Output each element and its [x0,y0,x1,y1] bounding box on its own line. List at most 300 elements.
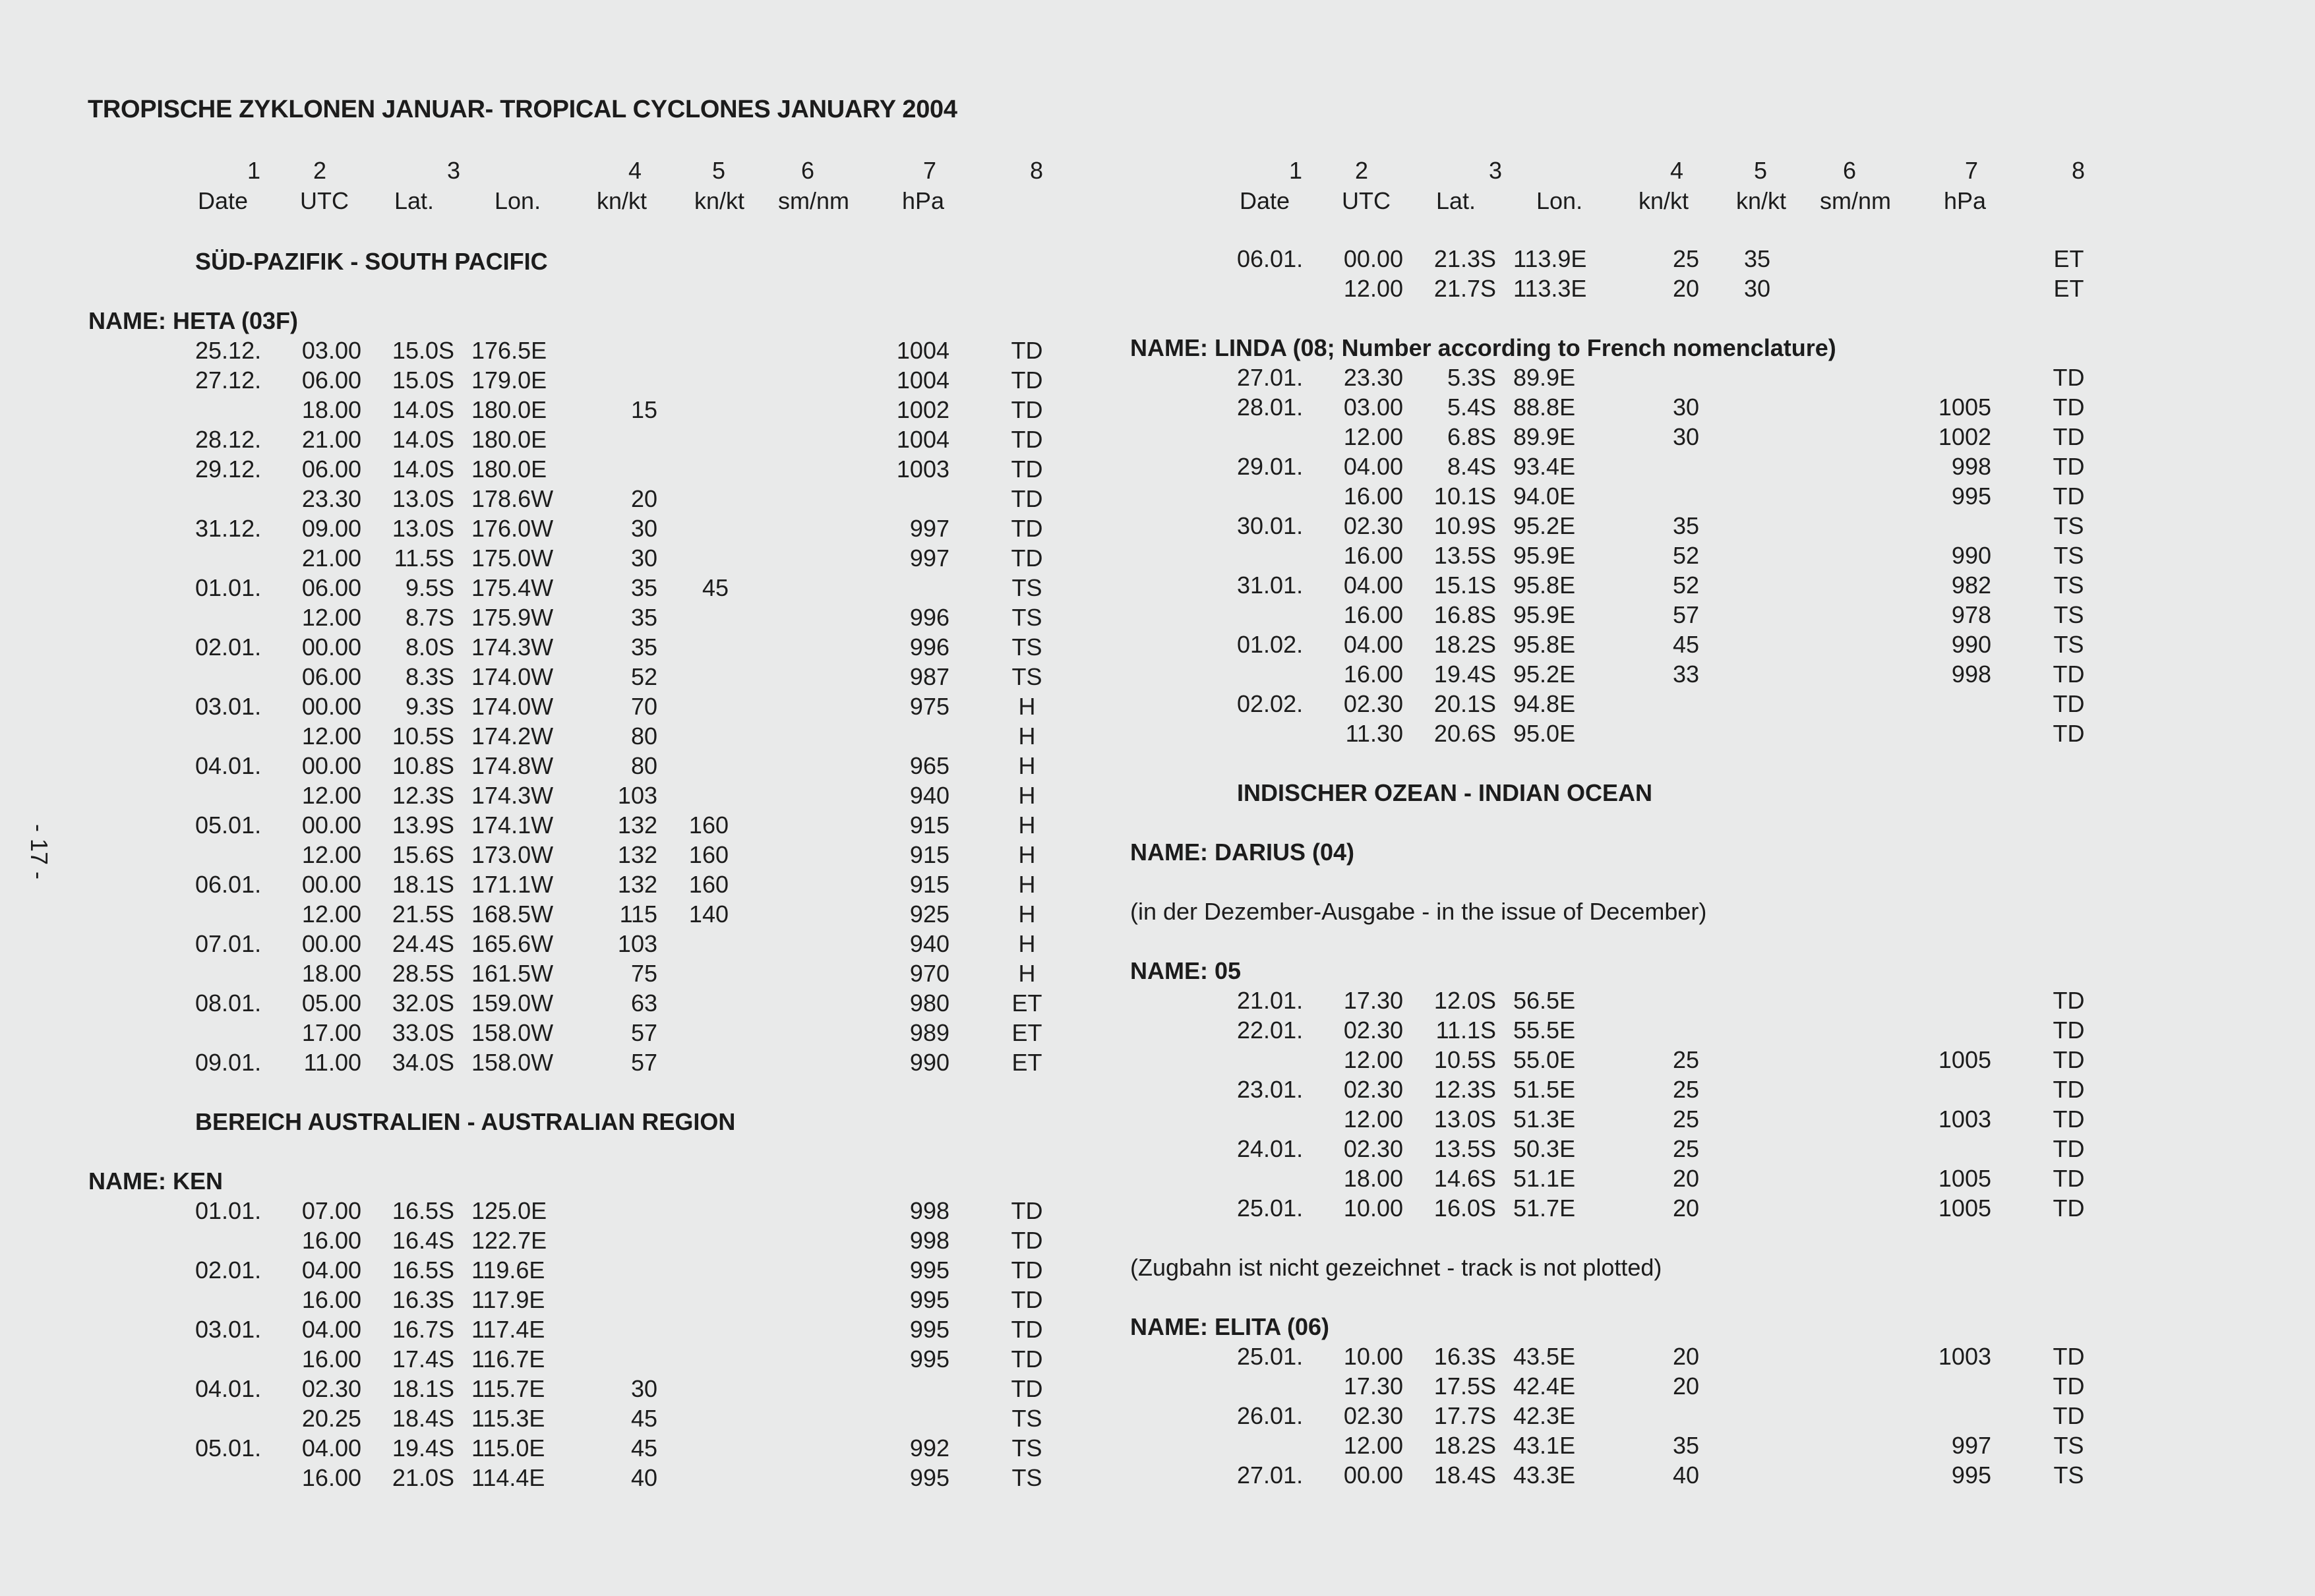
cell-hpa: 996 [909,604,949,631]
cell-date: 03.01. [195,1316,262,1343]
cell-lat: 16.3S [392,1286,454,1313]
table-row [1042,1165,2085,1195]
cell-lat: 5.4S [1447,394,1496,421]
cell-utc: 03.00 [301,337,361,364]
cell-lat: 12.3S [1433,1076,1496,1103]
cell-cls: TD [1011,337,1043,364]
cell-utc: 00.00 [301,693,361,720]
cyclone-name [1042,839,2070,868]
cell-lat: 6.8S [1447,423,1496,450]
cell-date: 29.01. [1237,453,1304,480]
cell-utc: 16.00 [1343,542,1403,569]
cell-cls: TD [2053,1135,2085,1162]
table-row [0,782,1036,812]
cell-lon: 176.0W [471,515,554,542]
cell-hpa: 990 [1951,542,1991,569]
table-row [0,990,1042,1019]
cell-date: 01.01. [195,1197,262,1224]
cell-lat: 8.0S [405,634,454,661]
cell-hpa: 989 [909,1019,949,1046]
cell-lat: 34.0S [392,1049,454,1076]
cell-date: 29.12. [195,456,262,483]
cell-lon: 94.8E [1513,690,1576,717]
cell-date: 25.01. [1237,1343,1304,1370]
cell-lon: 117.9E [471,1286,545,1313]
cell-utc: 06.00 [301,663,361,690]
cell-lon: 113.3E [1513,275,1587,302]
cell-k5: 45 [702,574,729,601]
cell-lon: 43.3E [1513,1462,1576,1489]
cell-k4: 30 [630,1375,657,1402]
cell-k4: 45 [1672,631,1699,658]
cell-k4: 115 [619,901,657,928]
column-label: UTC [1342,187,1391,214]
cell-utc: 17.30 [1343,1373,1403,1400]
cell-k4: 20 [1672,1373,1699,1400]
cell-lat: 9.5S [405,574,454,601]
cell-date: 08.01. [195,990,262,1017]
cell-hpa: 915 [909,841,949,868]
cell-date: 05.01. [195,812,262,839]
cell-utc: 12.00 [1343,423,1403,450]
column-label: hPa [1944,187,1987,214]
table-row [0,1405,1042,1434]
cell-hpa: 1004 [896,337,949,364]
cell-lat: 16.3S [1433,1343,1496,1370]
cell-utc: 04.00 [1343,631,1403,658]
cell-utc: 04.00 [301,1316,361,1343]
cell-utc: 20.25 [301,1405,361,1432]
cell-lat: 19.4S [1433,661,1496,688]
cell-k4: 45 [630,1434,657,1462]
table-row [1042,542,2084,572]
cell-cls: H [1018,841,1036,868]
cell-cls: TD [2053,1165,2085,1192]
column-number: 1 [1288,157,1303,184]
cell-lat: 16.7S [392,1316,454,1343]
cell-lon: 178.6W [471,485,554,512]
cell-date: 27.01. [1237,364,1304,391]
cell-utc: 16.00 [1343,483,1403,510]
cell-lat: 20.6S [1433,720,1496,747]
cell-lat: 16.4S [392,1227,454,1254]
cell-lat: 13.5S [1433,542,1496,569]
table-row [0,1316,1043,1345]
table-row [1042,1343,2085,1373]
section-title: SÜD-PAZIFIK - SOUTH PACIFIC [195,248,548,275]
cell-lon: 174.3W [471,634,554,661]
cell-utc: 00.00 [301,871,361,898]
table-row [1042,631,2084,661]
cell-cls: TD [1011,1256,1043,1284]
cell-cls: TD [2053,1046,2085,1073]
cell-k4: 40 [1672,1462,1699,1489]
table-row [0,871,1036,901]
cell-cls: TD [2053,690,2085,717]
cell-cls: H [1018,782,1036,809]
table-row [1042,483,2085,512]
cell-lat: 10.9S [1433,512,1496,539]
column-label: kn/kt [597,187,647,214]
cell-utc: 09.00 [301,515,361,542]
cell-k4: 57 [630,1049,657,1076]
cell-cls: TD [2053,720,2085,747]
cell-k4: 57 [1672,601,1699,628]
cell-cls: TS [2053,512,2084,539]
cell-utc: 06.00 [301,574,361,601]
cell-k4: 63 [630,990,657,1017]
cell-lon: 179.0E [471,367,547,394]
cell-cls: TD [2053,394,2085,421]
cell-lat: 5.3S [1447,364,1496,391]
cell-lon: 95.2E [1513,661,1576,688]
cell-utc: 18.00 [301,396,361,423]
cell-k4: 20 [1672,1195,1699,1222]
cell-cls: TD [2053,987,2085,1014]
cell-utc: 16.00 [301,1227,361,1254]
cell-cls: TD [1011,1375,1043,1402]
table-row [1042,245,2084,275]
cell-utc: 02.30 [1343,512,1403,539]
table-row [0,396,1043,426]
cell-hpa: 978 [1951,601,1991,628]
cell-lon: 95.9E [1513,601,1576,628]
cell-cls: ET [2053,245,2084,272]
cell-lat: 21.3S [1433,245,1496,272]
cell-date: 31.01. [1237,572,1304,599]
cell-lat: 16.8S [1433,601,1496,628]
cell-lat: 14.0S [392,456,454,483]
cell-date: 31.12. [195,515,262,542]
cell-hpa: 992 [909,1434,949,1462]
cell-k4: 25 [1672,1135,1699,1162]
cell-utc: 06.00 [301,456,361,483]
cell-lon: 174.2W [471,723,554,750]
cell-k4: 30 [1672,394,1699,421]
cell-lon: 174.0W [471,663,554,690]
cell-cls: TS [1011,1405,1042,1432]
cell-k4: 25 [1672,1076,1699,1103]
cell-cls: TS [2053,572,2084,599]
table-row [1042,661,2085,690]
cell-k4: 132 [617,871,657,898]
cell-date: 01.01. [195,574,262,601]
cell-lon: 174.3W [471,782,554,809]
cell-k4: 52 [630,663,657,690]
cell-cls: TD [1011,1286,1043,1313]
cell-cls: TD [2053,1402,2085,1429]
column-number: 5 [1753,157,1768,184]
cell-cls: TD [2053,364,2085,391]
cell-utc: 11.30 [1345,720,1403,747]
table-row [1042,1432,2084,1462]
cell-lon: 117.4E [471,1316,545,1343]
cell-k4: 52 [1672,542,1699,569]
table-row [0,574,1042,604]
cell-lat: 21.7S [1433,275,1496,302]
cell-hpa: 915 [909,812,949,839]
cell-cls: ET [2053,275,2084,302]
cell-lon: 180.0E [471,396,547,423]
cell-hpa: 1002 [1938,423,1991,450]
cell-utc: 12.00 [301,723,361,750]
cell-k4: 35 [630,634,657,661]
cell-lat: 18.1S [392,871,454,898]
table-row [0,1464,1042,1494]
cell-date: 06.01. [195,871,262,898]
cell-hpa: 1003 [1938,1343,1991,1370]
cell-utc: 02.30 [301,1375,361,1402]
table-row [1042,572,2084,601]
cyclone-name [0,1167,1029,1197]
column-number: 4 [1669,157,1684,184]
cell-k4: 35 [1672,1432,1699,1459]
cell-lon: 42.4E [1513,1373,1576,1400]
column-number: 3 [446,157,461,184]
table-row [0,456,1043,485]
cell-k4: 25 [1672,1106,1699,1133]
cell-lat: 17.4S [392,1345,454,1373]
cell-cls: TS [1011,634,1042,661]
page-title: TROPISCHE ZYKLONEN JANUAR- TROPICAL CYCLONES JANUARY 2004 [88,96,957,123]
cell-hpa: 1005 [1938,1165,1991,1192]
cell-k4: 57 [630,1019,657,1046]
column-number: 2 [1354,157,1369,184]
column-number: 3 [1488,157,1503,184]
cell-cls: H [1018,930,1036,957]
cell-date: 27.01. [1237,1462,1304,1489]
cell-lat: 13.5S [1433,1135,1496,1162]
cell-lat: 19.4S [392,1434,454,1462]
cell-k4: 52 [1672,572,1699,599]
cell-lat: 13.0S [392,515,454,542]
cyclone-name [1042,957,2070,987]
cell-hpa: 970 [909,960,949,987]
column-label: Lat. [394,187,435,214]
cell-lon: 115.0E [471,1434,545,1462]
column-label: Lon. [495,187,541,214]
table-row [1042,423,2085,453]
table-row [0,426,1043,456]
cell-utc: 12.00 [301,782,361,809]
cell-cls: TD [2053,1373,2085,1400]
note [1042,1254,2070,1284]
cell-date: 06.01. [1237,245,1304,272]
cell-lat: 15.6S [392,841,454,868]
cell-cls: TD [1011,1197,1043,1224]
cell-lon: 55.0E [1513,1046,1576,1073]
cell-utc: 02.30 [1343,1017,1403,1044]
table-row [0,1019,1042,1049]
cell-cls: TS [2053,631,2084,658]
table-row [0,1375,1043,1405]
cell-hpa: 1004 [896,426,949,453]
table-row [1042,364,2085,394]
column-label: Lon. [1536,187,1583,214]
cell-utc: 10.00 [1343,1343,1403,1370]
cell-hpa: 987 [909,663,949,690]
cell-cls: TD [1011,515,1043,542]
cell-hpa: 940 [909,930,949,957]
cell-utc: 23.30 [301,485,361,512]
cell-k4: 33 [1672,661,1699,688]
cell-cls: ET [1011,1019,1042,1046]
cell-lat: 18.4S [392,1405,454,1432]
cell-date: 22.01. [1237,1017,1304,1044]
cell-date: 26.01. [1237,1402,1304,1429]
cell-hpa: 998 [1951,661,1991,688]
cell-date: 02.01. [195,634,262,661]
cell-hpa: 997 [1951,1432,1991,1459]
cell-lat: 14.0S [392,396,454,423]
cell-cls: TD [1011,545,1043,572]
cell-hpa: 995 [909,1316,949,1343]
cell-lon: 158.0W [471,1019,554,1046]
cell-utc: 10.00 [1343,1195,1403,1222]
cell-lat: 16.5S [392,1197,454,1224]
cell-lat: 10.5S [1433,1046,1496,1073]
column-number: 5 [711,157,726,184]
cell-utc: 18.00 [1343,1165,1403,1192]
cyclone-name-label: NAME: ELITA (06) [1130,1313,1329,1340]
cyclone-name-label: NAME: 05 [1130,957,1242,984]
table-row [1042,720,2085,750]
cell-lat: 8.3S [405,663,454,690]
section-heading [1042,779,2070,809]
cell-utc: 12.00 [301,901,361,928]
cell-lat: 13.0S [392,485,454,512]
cell-cls: TD [2053,1017,2085,1044]
cell-k4: 45 [630,1405,657,1432]
table-row [0,841,1036,871]
cell-hpa: 915 [909,871,949,898]
cell-cls: TD [2053,1343,2085,1370]
cell-utc: 00.00 [301,812,361,839]
cell-lon: 42.3E [1513,1402,1576,1429]
cell-lon: 113.9E [1513,245,1587,272]
cell-date: 07.01. [195,930,262,957]
cyclone-name-label: NAME: KEN [88,1167,223,1195]
cell-k4: 20 [1672,275,1699,302]
cell-lon: 180.0E [471,426,547,453]
table-row [1042,1135,2085,1165]
cell-utc: 04.00 [1343,572,1403,599]
cell-hpa: 997 [909,515,949,542]
cell-lat: 8.7S [405,604,454,631]
cell-k4: 35 [630,574,657,601]
cell-lat: 17.5S [1433,1373,1496,1400]
cell-k5: 30 [1743,275,1770,302]
cell-utc: 00.00 [301,752,361,779]
cell-lat: 10.8S [392,752,454,779]
cell-date: 05.01. [195,1434,262,1462]
cell-k5: 160 [688,812,729,839]
cell-lon: 180.0E [471,456,547,483]
cell-cls: TD [2053,423,2085,450]
cell-hpa: 975 [909,693,949,720]
cell-cls: TD [2053,1076,2085,1103]
note-text: (Zugbahn ist nicht gezeichnet - track is not plotted) [1130,1254,1662,1281]
cell-k4: 70 [630,693,657,720]
table-row [0,1434,1042,1464]
table-row [0,1256,1043,1286]
cell-hpa: 990 [1951,631,1991,658]
cell-utc: 18.00 [301,960,361,987]
table-row [1042,453,2085,483]
cell-hpa: 1002 [896,396,949,423]
cell-cls: TD [2053,1195,2085,1222]
cyclone-name [0,307,1029,337]
cell-lon: 51.7E [1513,1195,1576,1222]
table-row [0,1197,1043,1227]
cell-lat: 24.4S [392,930,454,957]
cell-lon: 173.0W [471,841,554,868]
cell-k4: 80 [630,723,657,750]
cyclone-name-label: NAME: LINDA (08; Number according to French nomenclature) [1130,334,1836,361]
cell-hpa: 998 [909,1197,949,1224]
cell-lat: 15.0S [392,337,454,364]
column-number: 8 [2071,157,2086,184]
cell-lon: 95.9E [1513,542,1576,569]
cell-k4: 15 [630,396,657,423]
cell-hpa: 995 [909,1464,949,1491]
cell-lon: 125.0E [471,1197,547,1224]
cell-date: 21.01. [1237,987,1304,1014]
cell-k4: 132 [617,812,657,839]
table-row [0,960,1036,990]
cell-hpa: 996 [909,634,949,661]
table-row [0,752,1036,782]
cell-lon: 176.5E [471,337,547,364]
section-title: INDISCHER OZEAN - INDIAN OCEAN [1237,779,1653,806]
cell-utc: 16.00 [301,1345,361,1373]
note-text: (in der Dezember-Ausgabe - in the issue of December) [1130,898,1707,925]
table-row [0,634,1042,663]
cell-hpa: 1005 [1938,1195,1991,1222]
cell-date: 02.01. [195,1256,262,1284]
table-row [1042,1462,2084,1491]
cell-date: 25.12. [195,337,262,364]
cell-lat: 21.5S [392,901,454,928]
cell-k4: 103 [617,930,657,957]
cell-lat: 18.2S [1433,1432,1496,1459]
cell-lat: 11.1S [1435,1017,1496,1044]
cell-k4: 75 [630,960,657,987]
section-title: BEREICH AUSTRALIEN - AUSTRALIAN REGION [195,1108,736,1135]
cell-utc: 12.00 [301,604,361,631]
cell-lat: 20.1S [1433,690,1496,717]
cell-utc: 17.00 [301,1019,361,1046]
cell-lon: 158.0W [471,1049,554,1076]
cell-cls: TS [1011,1464,1042,1491]
cell-utc: 16.00 [1343,601,1403,628]
table-row [0,604,1042,634]
cell-lat: 10.5S [392,723,454,750]
cell-lon: 115.3E [471,1405,545,1432]
table-row [0,1049,1042,1079]
column-label: hPa [902,187,945,214]
cell-hpa: 998 [1951,453,1991,480]
cell-lon: 51.1E [1513,1165,1576,1192]
column-label: sm/nm [1820,187,1891,214]
cell-utc: 04.00 [1343,453,1403,480]
cell-lat: 13.9S [392,812,454,839]
column-label: kn/kt [1639,187,1689,214]
table-row [1042,1373,2085,1402]
cell-k4: 20 [630,485,657,512]
cell-lon: 51.5E [1513,1076,1576,1103]
cell-date: 27.12. [195,367,262,394]
